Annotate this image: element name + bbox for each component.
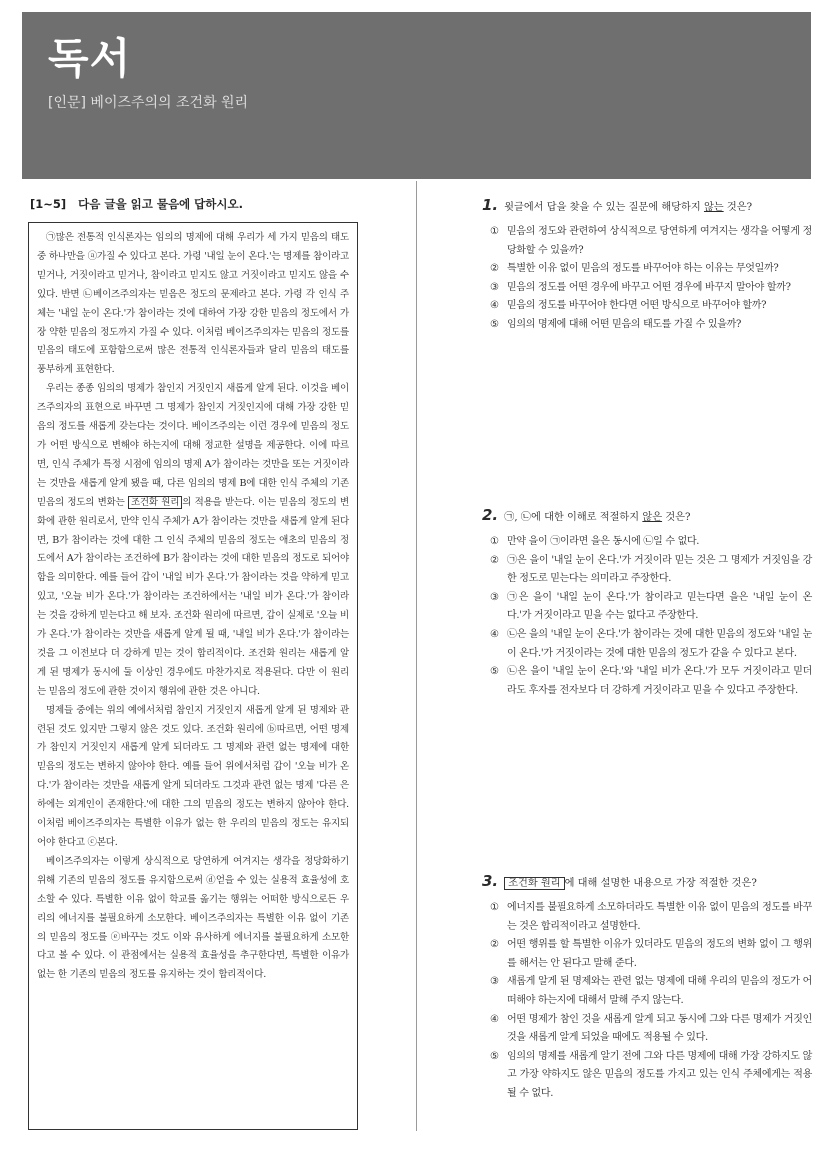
option-marker: ① <box>490 536 499 547</box>
passage-text: 우리는 종종 임의의 명제가 참인지 거짓인지 새롭게 알게 된다. 이것을 베이즈주의자의 표현으로 바꾸면 그 명제가 참인지 거짓인지에 대해 가장 강한 믿음의 정도를 새롭게 갖는다는 것이다. 베이즈주의는 이런 경우에 믿음의 정도가 어떤 방식으로 변해야 하는지에 대해 정교한 설명을 제공한다. 이에 따르면, 인식 주체가 특정 시점에 임의의 명제 A가 참이라는 것만을 또는 거짓이라는 것만을 새롭게 알게 됐을 때, 다른 임의의 명제 B에 대한 인식 주체의 기존 믿음의 정도의 변화는 <box>37 383 349 508</box>
section-title: 독서 <box>48 34 132 83</box>
passage-paragraph-2 <box>37 380 349 701</box>
option-1[interactable] <box>490 533 812 552</box>
option-marker: ② <box>490 939 499 951</box>
stem-text: 것은? <box>726 202 753 213</box>
option-2[interactable] <box>490 552 812 589</box>
passage-paragraph-4: 베이즈주의자는 이렇게 상식적으로 당연하게 여겨지는 생각을 정당화하기 위해 기존의 믿음의 정도를 유지함으로써 ⓓ얻을 수 있는 실용적 효율성에 호소할 수 있다. 특별한 이유 없이 학교를 옮기는 행위는 어떠한 방식으로든 우리의 에너지를 불필요하게 소모한다. 베이즈주의자는 특별한 이유 없이 기존의 믿음의 정도를 ⓔ바꾸는 것도 이와 유사하게 에너지를 불필요하게 소모한다고 볼 수 있다. 이 관점에서는 실용적 효율성을 추구한다면, 특별한 이유가 없는 한 기존의 믿음의 정도를 유지하는 것이 합리적이다. <box>37 855 349 981</box>
option-list <box>482 223 812 335</box>
option-text: 믿음의 정도를 어떤 경우에 바꾸고 어떤 경우에 바꾸지 말아야 할까? <box>507 281 791 293</box>
option-text: 에너지를 불필요하게 소모하더라도 특별한 이유 없이 믿음의 정도를 바꾸는 것은 합리적이라고 설명한다. <box>507 902 812 932</box>
stem-emphasis: 않은 <box>642 512 663 523</box>
boxed-term: 조건화 원리 <box>128 496 182 509</box>
option-marker: ④ <box>490 1013 499 1025</box>
header-banner <box>22 12 811 179</box>
option-text: 만약 을이 ㉠이라면 을은 동시에 ㉡일 수 없다. <box>507 536 700 547</box>
option-text: 특별한 이유 없이 믿음의 정도를 바꾸어야 하는 이유는 무엇일까? <box>507 263 779 275</box>
option-marker: ② <box>490 554 499 566</box>
option-3[interactable] <box>490 973 812 1010</box>
stem-text: 에 대해 설명한 내용으로 가장 적절한 것은? <box>564 878 757 889</box>
option-marker: ④ <box>490 300 499 312</box>
option-marker: ③ <box>490 591 499 603</box>
option-5[interactable] <box>490 316 812 335</box>
option-text: 새롭게 알게 된 명제와는 관련 없는 명제에 대해 우리의 믿음의 정도가 어떠해야 하는지에 대해서 말해 주지 않는다. <box>507 976 812 1006</box>
option-list <box>482 533 812 700</box>
option-marker: ⑤ <box>490 318 499 330</box>
option-1[interactable] <box>490 899 812 936</box>
option-marker: ⑤ <box>490 1050 499 1062</box>
option-marker: ① <box>490 902 499 913</box>
stem-text: 것은? <box>665 512 691 523</box>
option-text: 임의의 명제에 대해 어떤 믿음의 태도를 가질 수 있을까? <box>507 318 742 330</box>
option-4[interactable] <box>490 1011 812 1048</box>
option-4[interactable] <box>490 297 812 316</box>
option-text: ㉠은 을이 '내일 눈이 온다.'가 거짓이라 믿는 것은 그 명제가 거짓임을 강한 정도로 믿는다는 의미라고 주장한다. <box>507 554 812 585</box>
question-stem <box>482 506 812 527</box>
option-text: ㉠은 을이 '내일 눈이 온다.'가 참이라고 믿는다면 을은 '내일 눈이 온다.'가 거짓이라고 믿을 수는 없다고 주장한다. <box>507 591 812 622</box>
passage-paragraph-1: ㉠많은 전통적 인식론자는 임의의 명제에 대해 우리가 세 가지 믿음의 태도 중 하나만을 ⓐ가질 수 있다고 본다. 가령 '내일 눈이 온다.'는 명제를 참이라고 믿거나, 거짓이라고 믿거나, 참이라고 믿지도 않고 거짓이라고 믿지도 않을 수 있다. 반면 ㉡베이즈주의자는 믿음은 정도의 문제라고 본다. 가령 각 인식 주체는 '내일 눈이 온다.'가 참이라는 것에 대하여 가장 강한 믿음의 정도에서 가장 약한 믿음의 정도까지 가질 수 있다. 이처럼 베이즈주의자는 믿음의 정도를 믿음의 태도에 포함함으로써 많은 전통적 인식론자들과 달리 믿음의 태도를 풍부하게 표현한다. <box>37 232 349 376</box>
stem-boxed-term: 조건화 원리 <box>504 877 564 890</box>
option-marker: ② <box>490 263 499 275</box>
option-4[interactable] <box>490 626 812 663</box>
stem-emphasis: 않는 <box>703 202 724 213</box>
option-marker: ③ <box>490 976 499 988</box>
option-text: ㉡은 을이 '내일 눈이 온다.'와 '내일 비가 온다.'가 모두 거짓이라고 믿더라도 후자를 전자보다 더 강하게 거짓이라고 믿을 수 있다고 주장한다. <box>507 666 812 696</box>
option-text: 어떤 행위를 할 특별한 이유가 있더라도 믿음의 정도의 변화 없이 그 행위를 해서는 안 된다고 말해 준다. <box>507 939 812 969</box>
option-text: 어떤 명제가 참인 것을 새롭게 알게 되고 동시에 그와 다른 명제가 거짓인 것을 새롭게 알게 되었을 때에도 적용될 수 있다. <box>507 1013 812 1044</box>
question-3 <box>482 872 812 1104</box>
option-list <box>482 899 812 1104</box>
question-stem <box>482 872 812 893</box>
question-1 <box>482 196 812 335</box>
option-marker: ① <box>490 226 499 237</box>
option-marker: ④ <box>490 628 499 640</box>
question-number: 1. <box>482 196 499 214</box>
option-text: 믿음의 정도를 바꾸어야 한다면 어떤 방식으로 바꾸어야 할까? <box>507 300 767 312</box>
option-5[interactable] <box>490 1048 812 1104</box>
question-2 <box>482 506 812 700</box>
column-divider <box>416 181 417 1131</box>
option-3[interactable] <box>490 589 812 626</box>
passage-paragraph-3: 명제들 중에는 위의 예에서처럼 참인지 거짓인지 새롭게 알게 된 명제와 관련된 것도 있지만 그렇지 않은 것도 있다. 조건화 원리에 ⓑ따르면, 어떤 명제가 참인지 거짓인지 새롭게 알게 되더라도 그 명제와 관련 없는 명제에 대한 믿음의 정도는 변하지 않아야 한다. 예를 들어 위에서처럼 갑이 '오늘 비가 온다.'가 참이라는 것만을 새롭게 알게 되더라도 그것과 관련 없는 명제 '다른 은하에는 외계인이 존재한다.'에 대한 그의 믿음의 정도는 변하지 않아야 한다. 이처럼 베이즈주의자는 특별한 이유가 없는 한 우리의 믿음의 정도는 유지되어야 한다고 ⓒ본다. <box>37 704 349 848</box>
passage-box <box>28 222 358 1130</box>
option-text: ㉡은 을의 '내일 눈이 온다.'가 참이라는 것에 대한 믿음의 정도와 '내일 눈이 온다.'가 거짓이라는 것에 대한 믿음의 정도가 같을 수 있다고 본다. <box>507 628 812 659</box>
stem-text: 윗글에서 답을 찾을 수 있는 질문에 해당하지 <box>504 202 701 213</box>
stem-text: ㉠, ㉡에 대한 이해로 적절하지 <box>504 512 640 523</box>
option-3[interactable] <box>490 279 812 298</box>
instruction-number: [1~5] <box>30 197 67 211</box>
option-2[interactable] <box>490 936 812 973</box>
option-text: 믿음의 정도와 관련하여 상식적으로 당연하게 여겨지는 생각을 어떻게 정당화할 수 있을까? <box>507 226 812 256</box>
question-stem <box>482 196 812 217</box>
question-number: 2. <box>482 506 499 524</box>
question-number: 3. <box>482 872 499 890</box>
option-1[interactable] <box>490 223 812 260</box>
option-2[interactable] <box>490 260 812 279</box>
option-text: 임의의 명제를 새롭게 알기 전에 그와 다른 명제에 대해 가장 강하지도 않고 가장 약하지도 않은 믿음의 정도를 가지고 있는 인식 주체에게는 적용될 수 없다. <box>507 1050 812 1099</box>
instruction <box>30 196 243 212</box>
section-subtitle: [인문] 베이즈주의의 조건화 원리 <box>48 95 249 111</box>
instruction-text: 다음 글을 읽고 물음에 답하시오. <box>78 197 243 211</box>
option-marker: ③ <box>490 281 499 293</box>
passage-text: 의 적용을 받는다. 이는 믿음의 정도의 변화에 관한 원리로서, 만약 인식 주체가 A가 참이라는 것만을 새롭게 알게 된다면, B가 참이라는 것에 대한 그 인식 주체의 믿음의 정도는 애초의 믿음의 정도에서 A가 참이라는 조건하에 B가 참이라는 것에 대한 믿음의 정도로 되어야 함을 의미한다. 예를 들어 갑이 '내일 비가 온다.'가 참이라는 것을 약하게 믿고 있고, '오늘 비가 온다.'가 참이라는 조건하에서는 '내일 비가 온다.'가 참이라는 것을 강하게 믿는다고 해 보자. 조건화 원리에 따르면, 갑이 실제로 '오늘 비가 온다.'가 참이라는 것만을 새롭게 알게 될 때, '내일 비가 온다.'가 참이라는 것을 그 이전보다 더 강하게 믿는 것이 합리적이다. 조건화 원리는 새롭게 알게 된 명제가 동시에 둘 이상인 경우에도 마찬가지로 적용된다. 다만 이 원리는 믿음의 정도에 관한 것이지 행위에 관한 것은 아니다. <box>37 496 349 697</box>
option-marker: ⑤ <box>490 666 499 678</box>
option-5[interactable] <box>490 663 812 700</box>
